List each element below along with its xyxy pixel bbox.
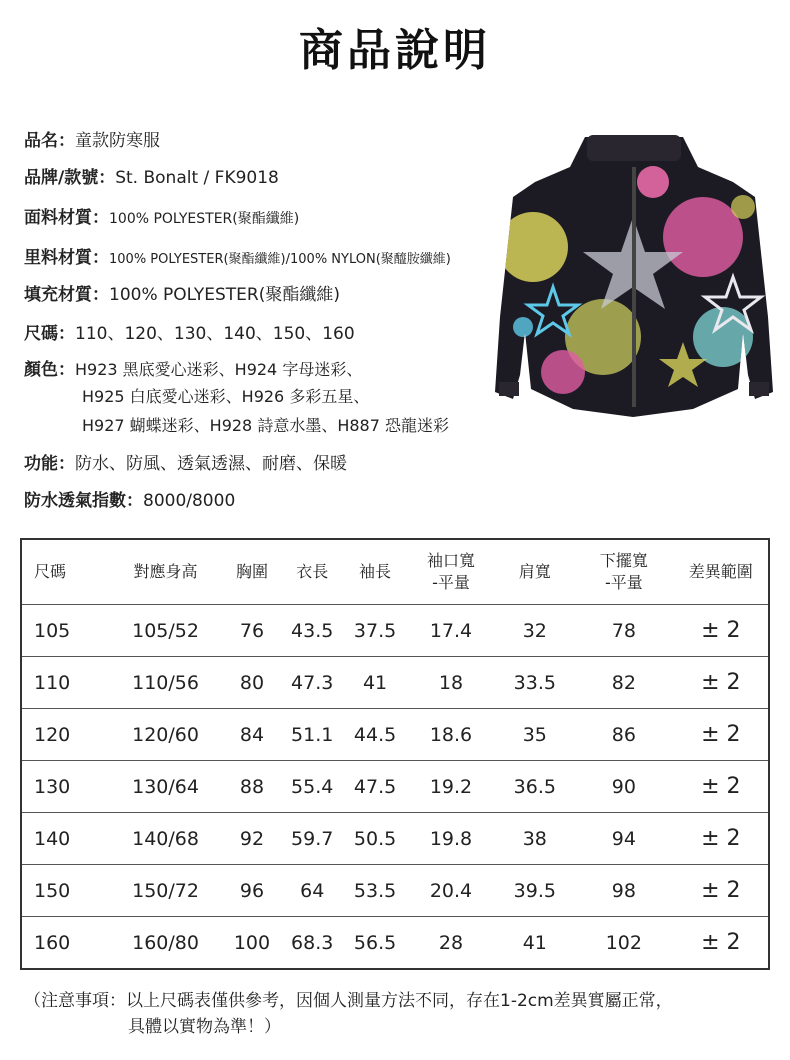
size-chart-cell: 86 bbox=[574, 709, 674, 761]
size-chart-cell: ± 2 bbox=[701, 930, 741, 955]
size-chart-cell: 56.5 bbox=[353, 931, 397, 954]
size-chart-cell: 53.5 bbox=[344, 865, 407, 917]
size-chart-cell: 110/56 bbox=[108, 657, 223, 709]
size-chart-cell: 110 bbox=[21, 657, 108, 709]
size-chart-cell: 84 bbox=[223, 709, 281, 761]
size-chart-header-cell: 尺碼 bbox=[21, 539, 108, 605]
filling-label: 填充材質： bbox=[24, 285, 109, 305]
size-chart-cell: 50.5 bbox=[344, 813, 407, 865]
size-chart-cell: 41 bbox=[344, 657, 407, 709]
jacket-product-image bbox=[493, 127, 775, 423]
size-chart-cell: ± 2 bbox=[674, 657, 769, 709]
size-chart-cell: 35 bbox=[496, 709, 575, 761]
fabric-row bbox=[24, 203, 299, 228]
size-chart-cell: 55.4 bbox=[281, 761, 344, 813]
size-chart-row bbox=[21, 761, 769, 813]
filling-row bbox=[24, 280, 340, 305]
size-note-line-1: （注意事項：以上尺碼表僅供參考，因個人測量方法不同，存在1-2cm差異實屬正常， bbox=[24, 991, 673, 1011]
size-chart-header-cell: 袖長 bbox=[344, 539, 407, 605]
brand-value: St. Bonalt / FK9018 bbox=[115, 168, 279, 188]
size-list-row bbox=[24, 319, 355, 344]
size-chart-cell: 78 bbox=[574, 605, 674, 657]
size-chart-cell: 19.8 bbox=[406, 813, 495, 865]
size-chart-cell: 105/52 bbox=[108, 605, 223, 657]
size-chart-header-cell: 胸圍 bbox=[223, 539, 281, 605]
brand-row bbox=[24, 163, 279, 188]
size-chart-cell: ± 2 bbox=[674, 709, 769, 761]
size-chart-cell: ± 2 bbox=[674, 813, 769, 865]
waterproof-row bbox=[24, 486, 235, 511]
size-chart-header-row bbox=[21, 539, 769, 605]
size-chart-header-cell: 衣長 bbox=[281, 539, 344, 605]
size-chart-cell: 94 bbox=[574, 813, 674, 865]
size-note bbox=[24, 988, 774, 1040]
size-chart-cell: 76 bbox=[223, 605, 281, 657]
size-note-line-2: 具體以實物為準！） bbox=[128, 1017, 281, 1037]
size-chart-cell: 38 bbox=[496, 813, 575, 865]
function-label: 功能： bbox=[24, 454, 75, 474]
size-chart-cell: 140/68 bbox=[108, 813, 223, 865]
size-chart-cell: 80 bbox=[223, 657, 281, 709]
size-chart-cell: 28 bbox=[438, 931, 464, 954]
size-chart-cell: 100 bbox=[233, 931, 271, 954]
size-chart-cell: 68.3 bbox=[291, 931, 334, 954]
size-chart-cell: 96 bbox=[223, 865, 281, 917]
size-chart-header-cell: 袖口寬 -平量 bbox=[406, 539, 495, 605]
size-chart-header-cell: 肩寬 bbox=[496, 539, 575, 605]
size-chart-cell: 120 bbox=[21, 709, 108, 761]
size-chart-cell: 47.3 bbox=[281, 657, 344, 709]
size-chart-cell: 39.5 bbox=[496, 865, 575, 917]
size-chart-cell: ± 2 bbox=[674, 865, 769, 917]
size-chart-cell: 59.7 bbox=[281, 813, 344, 865]
size-chart-table bbox=[20, 538, 770, 970]
color-line-2: H925 白底愛心迷彩、H926 多彩五星、 bbox=[82, 387, 370, 406]
size-chart-cell: 130 bbox=[21, 761, 108, 813]
size-chart-cell: 36.5 bbox=[496, 761, 575, 813]
size-chart-cell: 32 bbox=[496, 605, 575, 657]
size-chart-cell: 37.5 bbox=[344, 605, 407, 657]
product-name-value: 童款防寒服 bbox=[75, 131, 160, 151]
color-row bbox=[24, 355, 362, 380]
zipper bbox=[632, 167, 636, 407]
fabric-label: 面料材質： bbox=[24, 208, 109, 228]
filling-value: 100% POLYESTER(聚酯纖維) bbox=[109, 285, 340, 305]
size-chart-cell: 20.4 bbox=[406, 865, 495, 917]
size-chart-header-cell: 對應身高 bbox=[108, 539, 223, 605]
size-chart-cell: ± 2 bbox=[674, 761, 769, 813]
size-chart-cell: 150/72 bbox=[108, 865, 223, 917]
size-chart-row bbox=[21, 813, 769, 865]
size-chart-cell: 105 bbox=[21, 605, 108, 657]
product-name-row bbox=[24, 126, 160, 151]
size-chart-header-cell: 差異範圍 bbox=[674, 539, 769, 605]
size-chart-cell: 88 bbox=[223, 761, 281, 813]
size-list-label: 尺碼： bbox=[24, 324, 75, 344]
size-chart-cell: 82 bbox=[574, 657, 674, 709]
size-chart-cell: 17.4 bbox=[406, 605, 495, 657]
function-row bbox=[24, 449, 347, 474]
size-chart-cell: 43.5 bbox=[281, 605, 344, 657]
lining-value: 100% POLYESTER(聚酯纖維)/100% NYLON(聚醯胺纖維) bbox=[109, 252, 451, 267]
size-chart-row bbox=[21, 657, 769, 709]
size-chart-cell: 160 bbox=[34, 931, 71, 954]
waterproof-label: 防水透氣指數： bbox=[24, 491, 143, 511]
page-title: 商品說明 bbox=[299, 25, 491, 76]
function-value: 防水、防風、透氣透濕、耐磨、保暖 bbox=[75, 454, 347, 474]
lining-row bbox=[24, 243, 451, 268]
size-chart-cell: 19.2 bbox=[406, 761, 495, 813]
size-chart-cell: 44.5 bbox=[344, 709, 407, 761]
product-name-label: 品名： bbox=[24, 131, 75, 151]
size-list-value: 110、120、130、140、150、160 bbox=[75, 324, 355, 344]
size-chart-row bbox=[21, 709, 769, 761]
lining-label: 里料材質： bbox=[24, 248, 109, 268]
size-chart-row bbox=[21, 605, 769, 657]
fabric-value: 100% POLYESTER(聚酯纖維) bbox=[109, 211, 300, 227]
size-chart-cell: 33.5 bbox=[496, 657, 575, 709]
color-line-3: H927 蝴蝶迷彩、H928 詩意水墨、H887 恐龍迷彩 bbox=[82, 416, 449, 435]
size-chart-cell: 92 bbox=[223, 813, 281, 865]
size-chart-cell: 90 bbox=[574, 761, 674, 813]
size-chart-cell: 18.6 bbox=[406, 709, 495, 761]
collar bbox=[587, 135, 681, 161]
size-chart-cell: 64 bbox=[281, 865, 344, 917]
size-chart-cell: 18 bbox=[406, 657, 495, 709]
size-chart-cell: 160/80 bbox=[132, 931, 199, 954]
color-label: 顏色： bbox=[24, 360, 75, 380]
size-chart-cell: 51.1 bbox=[281, 709, 344, 761]
size-chart-cell: 98 bbox=[574, 865, 674, 917]
size-chart-cell: ± 2 bbox=[674, 605, 769, 657]
size-chart-cell: 41 bbox=[522, 931, 547, 954]
waterproof-value: 8000/8000 bbox=[143, 491, 236, 511]
size-chart-cell: 120/60 bbox=[108, 709, 223, 761]
size-chart-cell: 150 bbox=[21, 865, 108, 917]
size-chart-row bbox=[21, 865, 769, 917]
size-chart-cell: 140 bbox=[21, 813, 108, 865]
size-chart-row bbox=[21, 917, 769, 970]
brand-label: 品牌/款號： bbox=[24, 168, 116, 188]
size-chart-cell: 130/64 bbox=[108, 761, 223, 813]
size-chart-cell: 102 bbox=[605, 931, 642, 954]
color-line-1: H923 黑底愛心迷彩、H924 字母迷彩、 bbox=[75, 360, 363, 379]
size-chart-cell: 47.5 bbox=[344, 761, 407, 813]
size-chart-header-cell: 下擺寬 -平量 bbox=[574, 539, 674, 605]
